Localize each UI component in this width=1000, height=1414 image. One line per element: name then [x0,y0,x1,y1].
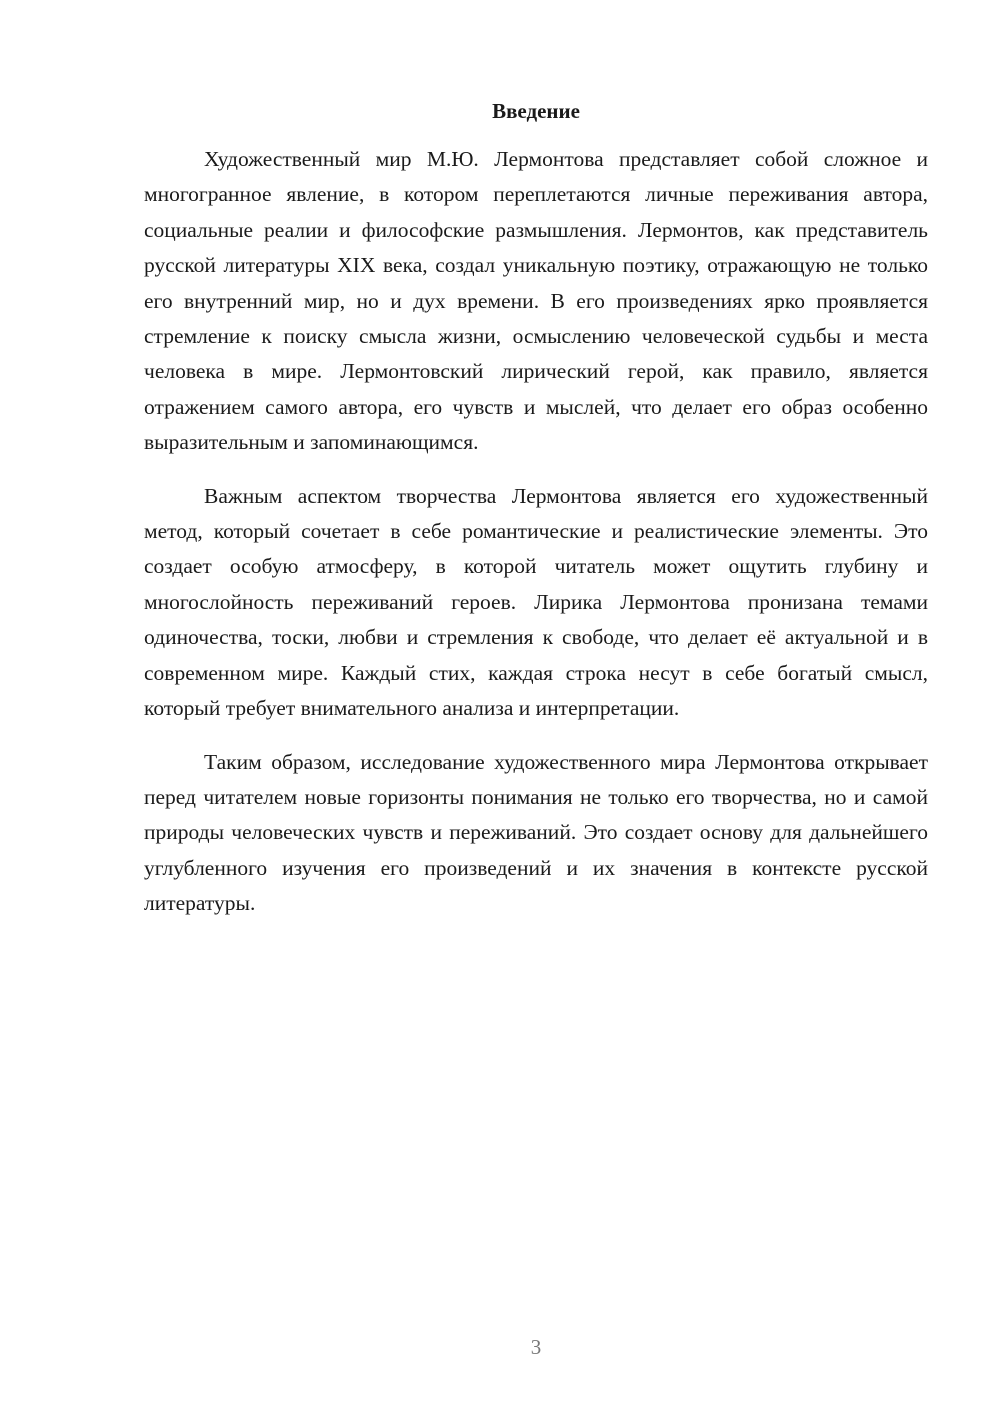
paragraph-3: Таким образом, исследование художественного мира Лермонтова открывает перед читателем новые горизонты понимания не только его творчества, но и самой природы человеческих чувств и переживаний. Это создает основу для дальнейшего углубленного изучения его произведений и их значения в контексте русской литературы. [144,749,928,916]
section-heading: Введение [492,99,580,123]
body-text [144,142,928,940]
paragraph-1: Художественный мир М.Ю. Лермонтова представляет собой сложное и многогранное явление, в котором переплетаются личные переживания автора, социальные реалии и философские размышления. Лермонтов, как представитель русской литературы XIX века, создал уникальную поэтику, отражающую не только его внутренний мир, но и дух времени. В его произведениях ярко проявляется стремление к поиску смысла жизни, осмыслению человеческой судьбы и места человека в мире. Лермонтовский лирический герой, как правило, является отражением самого автора, его чувств и мыслей, что делает его образ особенно выразительным и запоминающимся. [144,147,928,455]
paragraph-2: Важным аспектом творчества Лермонтова является его художественный метод, который сочетает в себе романтические и реалистические элементы. Это создает особую атмосферу, в которой читатель может ощутить глубину и многослойность переживаний героев. Лирика Лермонтова пронизана темами одиночества, тоски, любви и стремления к свободе, что делает её актуальной и в современном мире. Каждый стих, каждая строка несут в себе богатый смысл, который требует внимательного анализа и интерпретации. [144,483,928,721]
page-number: 3 [530,1335,542,1359]
